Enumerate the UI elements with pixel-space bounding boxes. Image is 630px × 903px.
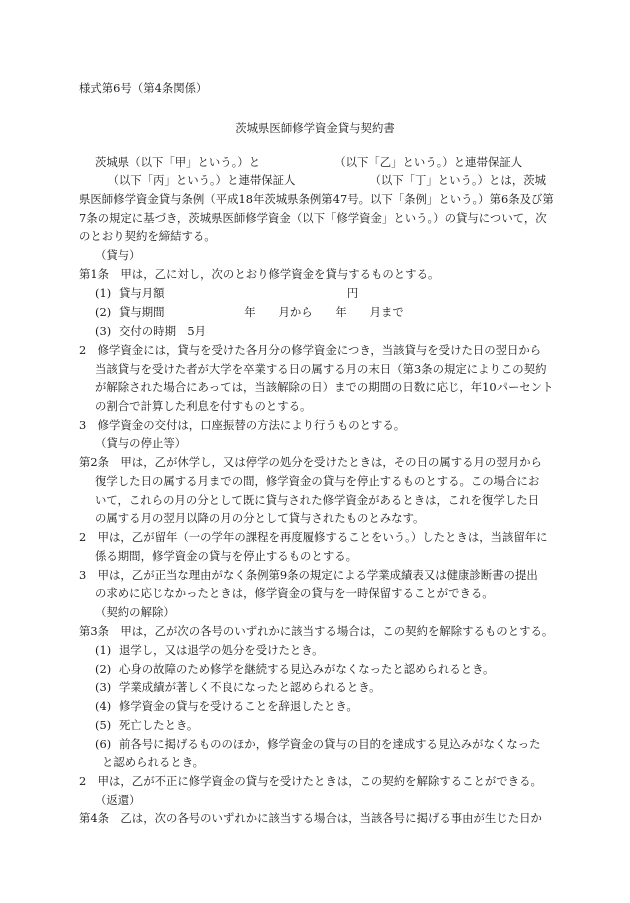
item-number: (2) [95,305,112,319]
item-number: (6) [95,737,112,751]
sec2-p2-line-1: 2 甲は，乙が留年（一の学年の課程を再度履修することをいう。）したときは，当該留年に [79,530,548,544]
sec3-item-2 [95,660,494,678]
preamble-line-3: 県医師修学資金貸与条例（平成18年茨城県条例第47号。以下「条例」という。）第6条及び第 [79,192,554,206]
sec2-p1-line-1: 第2条 甲は，乙が休学し，又は停学の処分を受けたときは，その日の属する月の翌月から [79,455,542,469]
sec3-heading: （契約の解除） [95,605,175,619]
form-number: 様式第6号（第4条関係） [79,81,208,95]
sec2-p3-line-2: の求めに応じなかったときは，修学資金の貸与を一時保留することができる。 [95,586,494,600]
document-title: 茨城県医師修学資金貸与契約書 [235,121,395,135]
sec4-lead: 第4条 乙は，次の各号のいずれかに該当する場合は，当該各号に掲げる事由が生じた日か [79,811,542,825]
item-number: (1) [95,643,112,657]
sec3-item-5 [95,716,198,734]
sec1-p3: 3 修学資金の交付は，口座振替の方法により行うものとする。 [79,418,406,432]
sec1-p2-line-3: が解除された場合にあっては，当該解除の日）までの期間の日数に応じ，年10パーセント [95,380,554,394]
item-text: 心身の故障のため修学を継続する見込みがなくなったと認められるとき。 [119,662,495,676]
sec2-p3-line-1: 3 甲は，乙が正当な理由がなく条例第9条の規定による学業成績表又は健康診断書の提出 [79,568,538,582]
item-number: (5) [95,718,112,732]
sec2-heading: （貸与の停止等） [95,436,187,450]
sec3-p2: 2 甲は，乙が不正に修学資金の貸与を受けたときは，この契約を解除することができる。 [79,774,542,788]
sec3-item-3 [95,678,381,696]
item-number: (3) [95,324,112,338]
sec1-p2-line-1: 2 修学資金には，貸与を受けた各月分の修学資金につき，当該貸与を受けた日の翌日から [79,343,542,357]
item-text: 学業成績が著しく不良になったと認められるとき。 [119,680,381,694]
sec3-item-6-cont: と認められるとき。 [102,755,205,769]
item-text: 修学資金の貸与を受けることを辞退したとき。 [119,699,358,713]
item-number: (4) [95,699,112,713]
item-text: 貸与月額 円 [119,286,359,300]
preamble-line-2: （以下「丙」という。）と連帯保証人 （以下「丁」という。）とは，茨城 [79,173,546,187]
sec2-p2-line-2: 係る期間，修学資金の貸与を停止するものとする。 [95,549,357,563]
sec1-item-1 [95,284,358,302]
item-number: (1) [95,286,112,300]
preamble-line-5: のとおり契約を締結する。 [79,229,216,243]
sec1-p2-line-4: の割合で計算した利息を付すものとする。 [95,399,312,413]
sec3-item-4 [95,697,358,715]
preamble-line-1: 茨城県（以下「甲」という。）と （以下「乙」という。）と連帯保証人 [95,155,523,169]
sec1-item-3 [95,322,206,340]
sec4-heading: （返還） [95,793,141,807]
item-text: 退学し，又は退学の処分を受けたとき。 [119,643,324,657]
item-text: 死亡したとき。 [119,718,199,732]
sec3-item-1 [95,641,324,659]
sec2-p1-line-4: の属する月の翌月以降の月の分として貸与されたものとみなす。 [95,511,425,525]
item-number: (2) [95,662,112,676]
item-text: 交付の時期 5月 [119,324,206,338]
item-text: 前各号に掲げるもののほか，修学資金の貸与の目的を達成する見込みがなくなった [119,737,541,751]
sec1-item-2 [95,303,404,321]
sec2-p1-line-3: いて，これらの月の分として既に貸与された修学資金があるときは，これを復学した日 [95,493,540,507]
sec1-heading: （貸与） [95,248,141,262]
sec3-item-6 [95,735,540,753]
item-number: (3) [95,680,112,694]
sec1-lead: 第1条 甲は，乙に対し，次のとおり修学資金を貸与するものとする。 [79,267,440,281]
sec3-lead: 第3条 甲は，乙が次の各号のいずれかに該当する場合は，この契約を解除するものとする。 [79,624,554,638]
item-text: 貸与期間 年 月から 年 月まで [119,305,404,319]
sec1-p2-line-2: 当該貸与を受けた者が大学を卒業する日の属する月の末日（第3条の規定によりこの契約 [95,362,547,376]
preamble-line-4: 7条の規定に基づき，茨城県医師修学資金（以下「修学資金」という。）の貸与について，次 [79,211,547,225]
sec2-p1-line-2: 復学した日の属する月までの間，修学資金の貸与を停止するものとする。この場合にお [95,474,540,488]
